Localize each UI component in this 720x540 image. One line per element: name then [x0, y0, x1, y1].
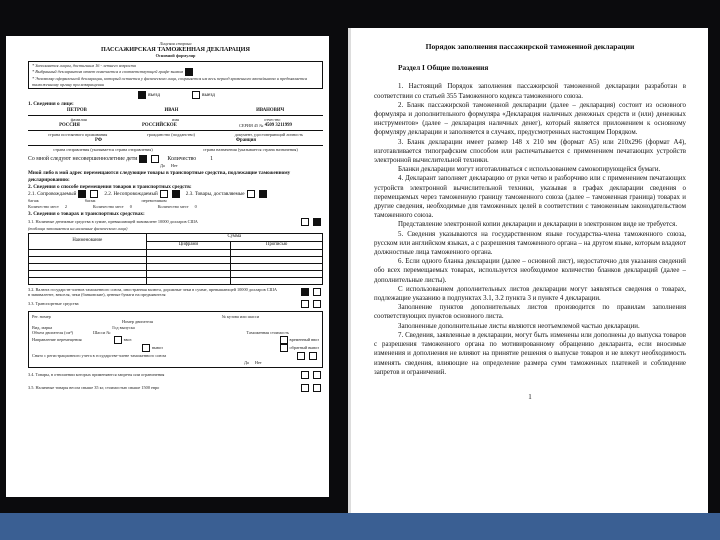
temp-import-checkbox[interactable] — [280, 336, 288, 344]
note-3: * Экземпляр оформленной декларации, который остается у физического лица, сохраняется им весь период временного ввоза/вывоза и предъявляется таможенному органу при возвращении — [32, 76, 308, 87]
children-qty-value[interactable]: 1 — [210, 155, 214, 162]
doc-series-label: СЕРИЯ 45 № — [238, 123, 264, 129]
sample-mark-box — [185, 68, 193, 76]
goods-question: Мной либо в мой адрес перемещаются следующие товары в транспортные средства, подлежащие таможенному декларированию: — [28, 170, 291, 184]
surname-value[interactable]: ПЕТРОВ — [66, 107, 87, 113]
restricted-goods-question: 3.4. Товары, в отношении которых применяются запреты или ограничения — [28, 372, 165, 378]
customs-value-label: Таможенная стоимость — [246, 330, 289, 336]
unaccompanied-no-checkbox[interactable] — [172, 190, 180, 198]
heavy-no-checkbox[interactable] — [313, 384, 321, 392]
document-caption: документ, удостоверяющий личность — [234, 132, 304, 138]
procedure-page — [348, 28, 708, 513]
body-label: № кузова или шасси — [221, 313, 259, 319]
citizen-captions — [28, 132, 323, 138]
engine-label: Номер двигателя — [122, 319, 153, 325]
form-side-label: Лицевая сторона — [159, 41, 192, 46]
currency-question: 3.2. Валюта государств-членов таможенного союза, иностранная валюта, дорожные чеки в сумме, превышающей 10000 долларов США в эквиваленте, векселя, чеки (банковские), ценные бумаги на предъявителя — [28, 286, 278, 298]
import-label: ввоз — [123, 336, 132, 342]
restricted-no-checkbox[interactable] — [313, 371, 321, 379]
paragraph-4: Бланки декларации могут изготавливаться с использованием самокопирующейся бумаги. — [398, 166, 661, 174]
export-checkbox[interactable] — [142, 344, 150, 352]
paragraph-2: 2. Бланк пассажирской таможенной декларации (далее – декларация) состоит из основного формуляра и дополнительного формуляра «Декларация наличных денежных средств и (или) денежных инструментов» (далее – декларация наличных денег), который является приложением к основному формуляру декларации и заполняется в случаях, предусмотренных настоящим Порядком. — [374, 101, 686, 137]
table-row[interactable] — [29, 263, 323, 270]
section-1-title: 1. Сведения о лице: — [28, 101, 74, 108]
citizenship-value[interactable]: РОССИЙСКОЕ — [142, 122, 177, 128]
section-2-title: 2. Сведения о способе перемещения товаров и транспортных средств: — [28, 183, 192, 190]
dereg-no-label: Нет — [254, 359, 262, 365]
no-label: Нет — [170, 162, 178, 168]
qty-places-label-2: Количество мест — [92, 203, 124, 209]
dereg-no-checkbox[interactable] — [309, 352, 317, 360]
destination-country-value[interactable]: Франция — [235, 137, 256, 143]
residence-caption: страна постоянного проживания — [47, 132, 108, 138]
deregistered-label: Снято с регистрационного учета в государстве-члене таможенного союза — [32, 352, 167, 358]
table-row[interactable] — [29, 256, 323, 263]
cash-no-checkbox[interactable] — [313, 218, 321, 226]
cash-table — [28, 233, 323, 284]
carrier-goods-label: 2.3. Товары, доставляемые — [185, 190, 245, 197]
children-no-checkbox[interactable] — [151, 155, 159, 163]
patronymic-value[interactable]: ИВАНОВИЧ — [256, 107, 285, 113]
paragraph-5: 4. Декларант заполняет декларацию от руки четко и разборчиво или с применением печатающих устройств электронной вычислительной техники, указывая в графах декларации сведения о перемещаемых через таможенную границу таможенного союза (далее – таможенная граница) товарах и другие сведения, необходимые для таможенных целей в соответствии с таможенным законодательством таможенного союза. — [374, 175, 686, 220]
form-title: ПАССАЖИРСКАЯ ТАМОЖЕННАЯ ДЕКЛАРАЦИЯ — [101, 45, 250, 53]
export-label: вывоз — [152, 344, 163, 350]
import-checkbox[interactable] — [114, 336, 122, 344]
accompanied-no-checkbox[interactable] — [90, 190, 98, 198]
entry-checkbox[interactable] — [138, 91, 146, 99]
table-row[interactable] — [29, 277, 323, 284]
paragraph-3: 3. Бланк декларации имеет размер 148 х 210 мм (формат A5) или 210х296 (формат A4), изготавливается типографским способом или распечатывается с применением печатающих устройств электронной вычислительной техники. — [374, 138, 686, 165]
section-3-4-row — [28, 371, 323, 379]
departure-country-value[interactable]: РФ — [94, 137, 102, 143]
children-row — [28, 155, 323, 163]
destination-caption: страна назначения (указывается страна назначения) — [203, 147, 298, 153]
vehicles-question: 3.3. Транспортные средства — [28, 300, 79, 306]
vehicle-kind-label: Вид, марка — [32, 324, 53, 330]
accompanied-qty-value[interactable]: 2 — [64, 203, 68, 209]
citizen-line — [28, 123, 323, 130]
children-label: Со мной следуют несовершеннолетние дети — [28, 155, 138, 162]
children-yes-checkbox[interactable] — [139, 155, 147, 163]
cash-table-name-header: Наименование — [29, 234, 147, 249]
unaccompanied-yes-checkbox[interactable] — [160, 190, 168, 198]
year-label: Год выпуска — [112, 324, 135, 330]
section-3-3-row — [28, 300, 323, 308]
vehicle-frame — [28, 311, 323, 369]
cash-table-words-header: Прописью — [231, 241, 323, 249]
reverse-export-checkbox[interactable] — [280, 344, 288, 352]
chassis-label: Шасси № — [92, 330, 111, 336]
vehicles-yes-checkbox[interactable] — [301, 300, 309, 308]
entry-label: въезд — [148, 91, 161, 98]
heavy-goods-question: 3.5. Наличные товары весом свыше 35 кг, стоимостью свыше 1500 евро — [28, 385, 160, 391]
dereg-yes-label: Да — [244, 359, 249, 365]
accompanied-yes-checkbox[interactable] — [78, 190, 86, 198]
unaccompanied-label: 2.2. Несопровождаемый — [104, 190, 158, 197]
citizenship-caption: гражданство (подданство) — [147, 132, 195, 138]
paragraph-9: С использованием дополнительных листов декларации могут заявляться сведения о товарах, подлежащие указанию в подпунктах 3.1, 3.2 пункта 3 и пункте 4 декларации. — [374, 285, 686, 303]
footer-band — [0, 513, 720, 540]
exit-checkbox[interactable] — [192, 91, 200, 99]
paragraph-6: Представление электронной копии декларации и декларации в электронном виде не требуется. — [398, 221, 678, 229]
exit-label: выезд — [202, 91, 215, 98]
section-2-options — [28, 190, 323, 198]
move-label: Направление перемещения — [32, 336, 82, 342]
section-heading: Раздел I Общие положения — [398, 63, 489, 73]
restricted-yes-checkbox[interactable] — [301, 371, 309, 379]
paragraph-11: Заполненные дополнительные листы являются неотъемлемой частью декларации. — [398, 322, 640, 330]
country-captions — [28, 147, 323, 153]
note-1: * Заполняется лицом, достигшим 16 - летнего возраста — [32, 62, 136, 68]
note-2: * Выбранный декларантом ответ помечается в соответствующей графе знаком — [32, 69, 184, 75]
residence-value[interactable]: РОССИЯ — [59, 122, 80, 128]
country-line — [28, 138, 323, 145]
cash-question: 3.1. Наличные денежные средства в сумме, превышающей эквивалент 10000 долларов США — [28, 219, 198, 225]
carrier-no-checkbox[interactable] — [259, 190, 267, 198]
unaccompanied-qty-value[interactable]: 0 — [129, 203, 132, 209]
section-3-1-row — [28, 218, 323, 226]
carrier-yes-checkbox[interactable] — [247, 190, 255, 198]
doc-number-value[interactable]: 3211999 — [275, 122, 292, 128]
direction-row — [28, 91, 323, 99]
page-number: 1 — [528, 392, 532, 401]
paragraph-7: 5. Сведения указываются на государственном языке государства-члена таможенного союза, русском или английском языках, а с разрешения таможенного органа – на другом языке, которым владеют должностные лица таможенного органа. — [374, 230, 686, 257]
cash-note: (таблица заполняется на наличные физического лица) — [28, 225, 128, 231]
accompanied-label: 2.1. Сопровождаемый — [28, 190, 77, 197]
table-row[interactable] — [29, 249, 323, 256]
cash-yes-checkbox[interactable] — [301, 218, 309, 226]
doc-series-value[interactable]: 4509 — [264, 122, 275, 128]
paragraph-10: Заполнение пунктов дополнительных листов производится по правилам заполнения соответствующих пунктов основного листа. — [374, 304, 686, 321]
form-notes — [28, 61, 323, 90]
reg-label: Рег. номер — [32, 313, 51, 319]
patronymic-caption: отчество — [264, 117, 281, 123]
cash-table-digits-header: Цифрами — [146, 241, 231, 249]
departure-caption: страна отправления (указывается страна отправления) — [53, 147, 153, 153]
yes-label: Да — [160, 162, 165, 168]
qty-places-label-1: Количество мест — [28, 203, 59, 209]
baggage-label-2: багаж — [84, 198, 96, 204]
note-2-row — [32, 68, 319, 76]
paragraph-1: 1. Настоящий Порядок заполнения пассажирской таможенной декларации разработан в соответствии со статьей 355 Таможенного кодекса таможенного союза. — [374, 83, 686, 100]
section-3-2-row — [28, 287, 323, 298]
firstname-caption: имя — [172, 117, 180, 123]
section-3-5-row — [28, 384, 323, 392]
procedure-title: Порядок заполнения пассажирской таможенной декларации — [425, 42, 635, 51]
paragraph-12: 7. Сведения, заявленные в декларации, могут быть изменены или дополнены до выпуска товаров с разрешения таможенного органа по мотивированному обращению декларанта, если вносимые изменения и дополнения не влияют на принятие решения о выпуске товаров и не влекут необходимость изменять сведения, влияющие на определение размера сумм таможенных платежей и соблюдение запретов и ограничений. — [374, 331, 686, 376]
declaration-form — [28, 41, 323, 392]
volume-label: Объем двигателя (см³) — [32, 330, 73, 336]
baggage-label-1: багаж — [28, 198, 39, 204]
dereg-yes-checkbox[interactable] — [297, 352, 305, 360]
surname-caption: фамилия — [70, 117, 87, 123]
carrier-qty-value[interactable]: 0 — [194, 203, 197, 209]
cash-table-sum-header: Сумма — [146, 234, 322, 242]
section-3-title: 3. Сведения о товарах и транспортных средствах: — [28, 211, 145, 218]
carrier-label: перевозчиком — [141, 198, 167, 204]
currency-no-checkbox[interactable] — [313, 288, 321, 296]
procedure-document — [374, 42, 686, 402]
paragraph-8: 6. Если одного бланка декларации (далее – основной лист), недостаточно для указания сведений обо всех перемещаемых товарах, используется необходимое количество бланков деклараций (далее – дополнительные листы). — [374, 258, 686, 284]
form-subtitle: Основной формуляр — [155, 53, 196, 59]
declaration-form-page — [6, 36, 329, 497]
section-2-qty — [28, 204, 323, 210]
currency-yes-checkbox[interactable] — [301, 288, 309, 296]
qty-label: Количество — [167, 155, 197, 162]
heavy-yes-checkbox[interactable] — [301, 384, 309, 392]
temp-import-label: временный ввоз — [289, 336, 319, 342]
vehicles-no-checkbox[interactable] — [313, 300, 321, 308]
firstname-value[interactable]: ИВАН — [164, 107, 179, 113]
name-line — [28, 108, 323, 115]
table-row[interactable] — [29, 270, 323, 277]
qty-places-label-3: Количество мест — [157, 203, 189, 209]
children-yes-no — [28, 163, 323, 169]
reverse-export-label: обратный вывоз — [289, 344, 319, 350]
